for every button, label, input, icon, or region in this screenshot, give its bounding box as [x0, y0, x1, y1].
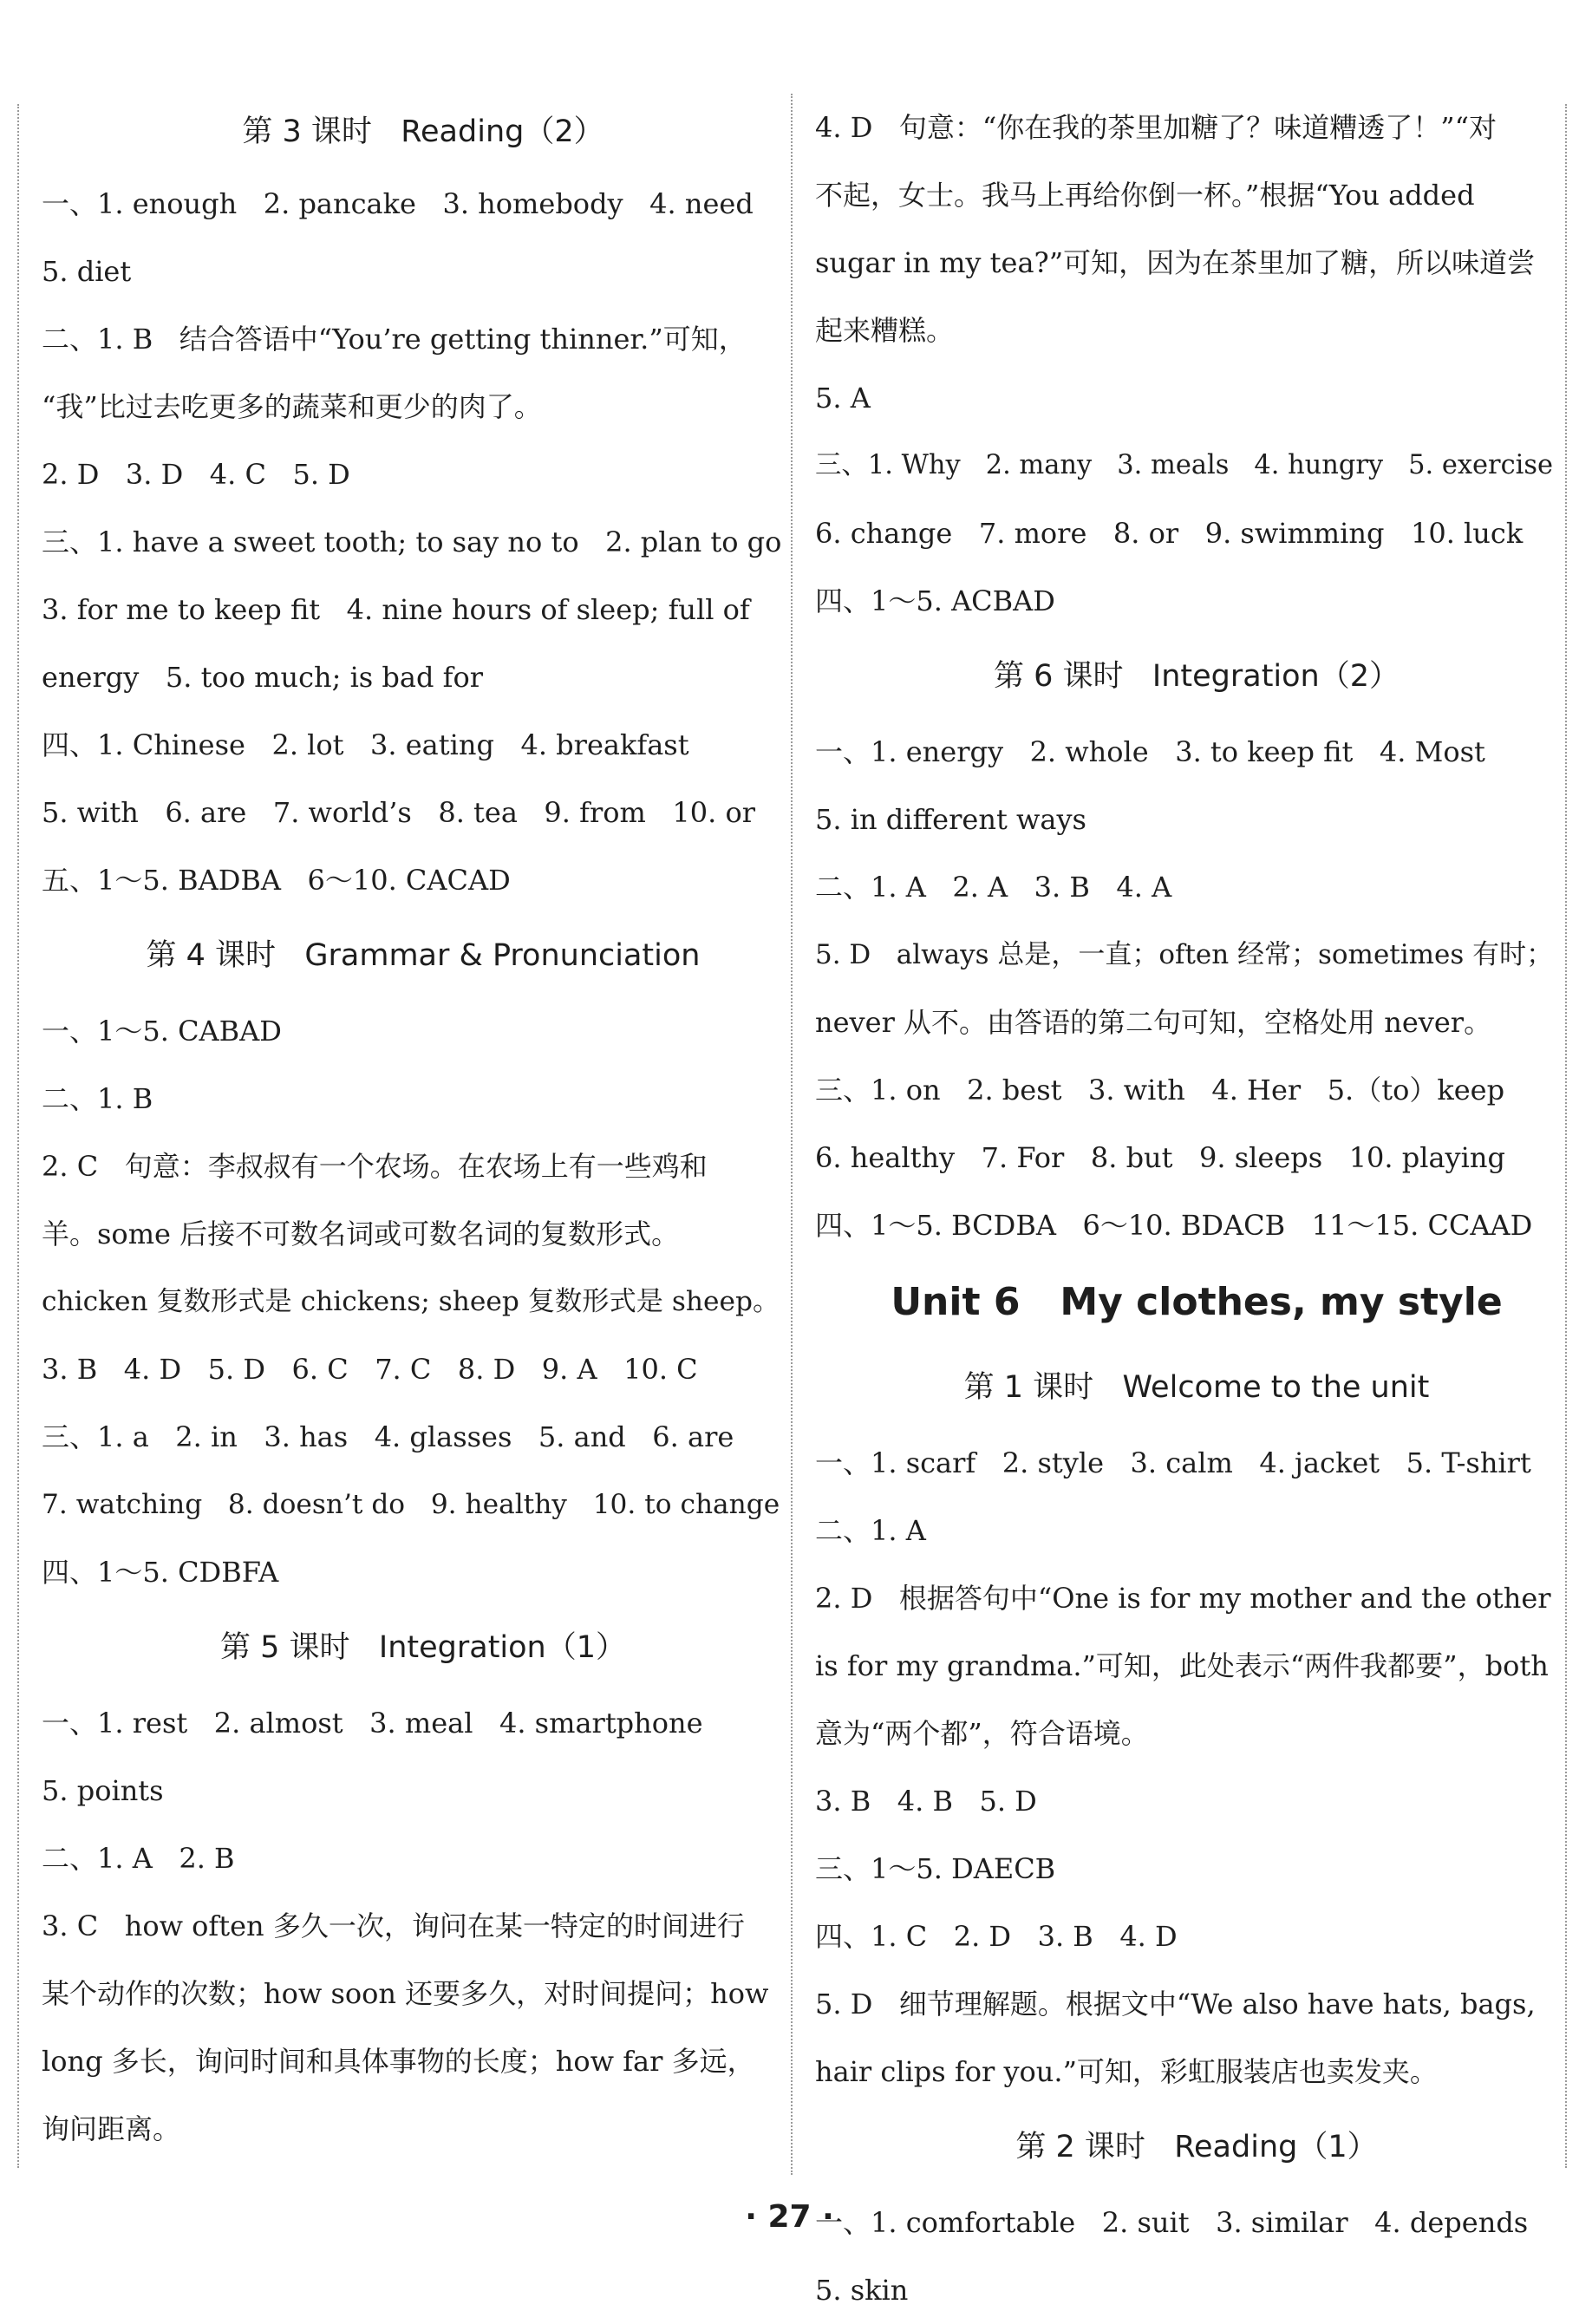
line-text: 二、1. B 结合答语中“You’re getting thinner.”可知，: [42, 323, 747, 356]
answer-line: [815, 297, 1578, 364]
answer-line: [815, 567, 1578, 635]
answer-line: [815, 1835, 1578, 1903]
answer-line: [815, 786, 1578, 853]
line-text: 2. D 3. D 4. C 5. D: [42, 458, 350, 491]
answer-line: [815, 1497, 1578, 1564]
answer-line: [42, 643, 805, 711]
answer-line: [815, 1767, 1578, 1835]
line-text: 四、1～5. BCDBA 6～10. BDACB 11～15. CCAAD: [815, 1209, 1533, 1242]
answer-line: [815, 364, 1578, 432]
answer-line: [42, 1133, 805, 1200]
line-text: 第 4 课时 Grammar & Pronunciation: [146, 938, 701, 973]
line-text: 意为“两个都”，符合语境。: [815, 1717, 1149, 1750]
right-column: [815, 94, 1578, 2324]
line-text: 2. C 句意：李叔叔有一个农场。在农场上有一些鸡和: [42, 1150, 708, 1183]
line-text: is for my grandma.”可知，此处表示“两件我都要”，both: [815, 1649, 1549, 1682]
answer-line: [815, 1429, 1578, 1497]
answer-line: [815, 718, 1578, 786]
answer-line: [42, 441, 805, 508]
line-text: 四、1. C 2. D 3. B 4. D: [815, 1920, 1178, 1953]
line-text: 二、1. B: [42, 1082, 153, 1115]
answer-line: [42, 1335, 805, 1403]
line-text: 第 6 课时 Integration（2）: [993, 659, 1400, 694]
line-text: Unit 6 My clothes, my style: [891, 1280, 1503, 1324]
page-number: · 27 ·: [745, 2199, 834, 2235]
line-text: 第 5 课时 Integration（1）: [219, 1630, 627, 1665]
line-text: 2. D 根据答句中“One is for my mother and the other: [815, 1582, 1551, 1615]
answer-line: [42, 238, 805, 305]
answer-line: [815, 229, 1578, 297]
lesson-heading: [815, 1346, 1578, 1429]
answer-line: [815, 499, 1578, 567]
line-text: 7. watching 8. doesn’t do 9. healthy 10. to change: [42, 1489, 780, 1520]
answer-line: [42, 1960, 805, 2027]
line-text: 5. D always 总是，一直；often 经常；sometimes 有时；: [815, 939, 1554, 970]
line-text: 二、1. A 2. A 3. B 4. A: [815, 871, 1172, 904]
line-text: 5. D 细节理解题。根据文中“We also have hats, bags,: [815, 1988, 1536, 2020]
line-text: 5. with 6. are 7. world’s 8. tea 9. from 10. or: [42, 796, 756, 829]
line-text: 三、1. a 2. in 3. has 4. glasses 5. and 6. are: [42, 1420, 734, 1453]
line-text: sugar in my tea?”可知，因为在茶里加了糖，所以味道尝: [815, 246, 1536, 279]
answer-line: [42, 373, 805, 441]
line-text: energy 5. too much; is bad for: [42, 661, 484, 694]
answer-line: [815, 853, 1578, 921]
answer-line: [42, 1268, 805, 1335]
line-text: 5. points: [42, 1774, 164, 1807]
answer-line: [42, 2027, 805, 2095]
line-text: 一、1. energy 2. whole 3. to keep fit 4. Most: [815, 735, 1485, 768]
line-text: 四、1～5. CDBFA: [42, 1556, 279, 1589]
answer-line: [42, 1471, 805, 1538]
line-text: 三、1～5. DAECB: [815, 1852, 1056, 1885]
answer-line: [42, 779, 805, 846]
line-text: 一、1. enough 2. pancake 3. homebody 4. need: [42, 187, 754, 220]
line-text: 第 1 课时 Welcome to the unit: [963, 1370, 1430, 1405]
answer-line: [42, 1200, 805, 1268]
unit-title: [815, 1259, 1578, 1346]
answer-line: [815, 161, 1578, 229]
line-text: 四、1. Chinese 2. lot 3. eating 4. breakfast: [42, 728, 689, 761]
line-text: 三、1. on 2. best 3. with 4. Her 5.（to）keep: [815, 1074, 1505, 1107]
answer-line: [42, 997, 805, 1065]
line-text: 6. change 7. more 8. or 9. swimming 10. luck: [815, 517, 1524, 550]
line-text: never 从不。由答语的第二句可知，空格处用 never。: [815, 1006, 1492, 1039]
line-text: 6. healthy 7. For 8. but 9. sleeps 10. playing: [815, 1141, 1505, 1174]
left-column: [42, 94, 805, 2163]
answer-line: [815, 921, 1578, 989]
line-text: 询问距离。: [42, 2112, 181, 2145]
line-text: 5. A: [815, 382, 871, 415]
answer-line: [815, 2038, 1578, 2105]
answer-line: [815, 1700, 1578, 1767]
answer-line: [815, 1056, 1578, 1124]
answer-line: [42, 305, 805, 373]
line-text: 第 3 课时 Reading（2）: [242, 114, 604, 149]
line-text: 二、1. A 2. B: [42, 1842, 235, 1875]
line-text: 一、1～5. CABAD: [42, 1015, 282, 1048]
answer-line: [815, 989, 1578, 1056]
lesson-heading: [815, 2105, 1578, 2189]
answer-line: [815, 94, 1578, 161]
answer-line: [42, 1757, 805, 1825]
answer-line: [42, 1403, 805, 1471]
line-text: 羊。some 后接不可数名词或可数名词的复数形式。: [42, 1217, 680, 1250]
answer-line: [42, 1065, 805, 1133]
line-text: 三、1. Why 2. many 3. meals 4. hungry 5. exercise: [815, 450, 1554, 480]
line-text: 某个动作的次数；how soon 还要多久，对时间提问；how: [42, 1977, 769, 2010]
line-text: 四、1～5. ACBAD: [815, 584, 1055, 617]
line-text: 3. for me to keep fit 4. nine hours of sleep; full of: [42, 593, 750, 626]
line-text: 3. B 4. B 5. D: [815, 1785, 1037, 1818]
answer-line: [815, 432, 1578, 499]
line-text: 5. in different ways: [815, 803, 1086, 836]
answer-line: [42, 1825, 805, 1892]
answer-line: [815, 1124, 1578, 1191]
answer-line: [42, 1689, 805, 1757]
line-text: long 多长，询问时间和具体事物的长度；how far 多远，: [42, 2045, 755, 2078]
answer-line: [815, 2256, 1578, 2324]
answer-line: [815, 1191, 1578, 1259]
line-text: 5. skin: [815, 2274, 909, 2307]
answer-line: [815, 1970, 1578, 2038]
line-text: 5. diet: [42, 255, 132, 288]
left-margin-rule: [17, 104, 19, 2168]
line-text: 第 2 课时 Reading（1）: [1015, 2130, 1378, 2164]
answer-line: [42, 170, 805, 238]
line-text: 不起，女士。我马上再给你倒一杯。”根据“You added: [815, 179, 1475, 212]
line-text: 三、1. have a sweet tooth; to say no to 2. plan to go: [42, 526, 782, 558]
line-text: chicken 复数形式是 chickens; sheep 复数形式是 sheep。: [42, 1286, 780, 1317]
line-text: 一、1. rest 2. almost 3. meal 4. smartphone: [42, 1707, 703, 1740]
answer-line: [42, 1538, 805, 1606]
lesson-heading: [42, 94, 805, 170]
answer-line: [815, 1903, 1578, 1970]
line-text: hair clips for you.”可知，彩虹服装店也卖发夹。: [815, 2055, 1438, 2088]
lesson-heading: [42, 1606, 805, 1689]
line-text: 3. C how often 多久一次，询问在某一特定的时间进行: [42, 1909, 745, 1942]
line-text: 一、1. comfortable 2. suit 3. similar 4. depends: [815, 2206, 1529, 2239]
line-text: 3. B 4. D 5. D 6. C 7. C 8. D 9. A 10. C: [42, 1353, 698, 1386]
answer-line: [42, 846, 805, 914]
line-text: 五、1～5. BADBA 6～10. CACAD: [42, 864, 511, 897]
answer-line: [42, 711, 805, 779]
line-text: 4. D 句意：“你在我的茶里加糖了？味道糟透了！”“对: [815, 111, 1497, 144]
line-text: 一、1. scarf 2. style 3. calm 4. jacket 5. T-shirt: [815, 1446, 1531, 1479]
lesson-heading: [815, 635, 1578, 718]
line-text: “我”比过去吃更多的蔬菜和更少的肉了。: [42, 390, 542, 423]
line-text: 起来糟糕。: [815, 314, 955, 347]
answer-line: [42, 508, 805, 576]
answer-line: [42, 1892, 805, 1960]
answer-line: [42, 576, 805, 643]
answer-line: [42, 2095, 805, 2163]
answer-line: [815, 1632, 1578, 1700]
line-text: 二、1. A: [815, 1514, 926, 1547]
answer-line: [815, 1564, 1578, 1632]
lesson-heading: [42, 914, 805, 997]
